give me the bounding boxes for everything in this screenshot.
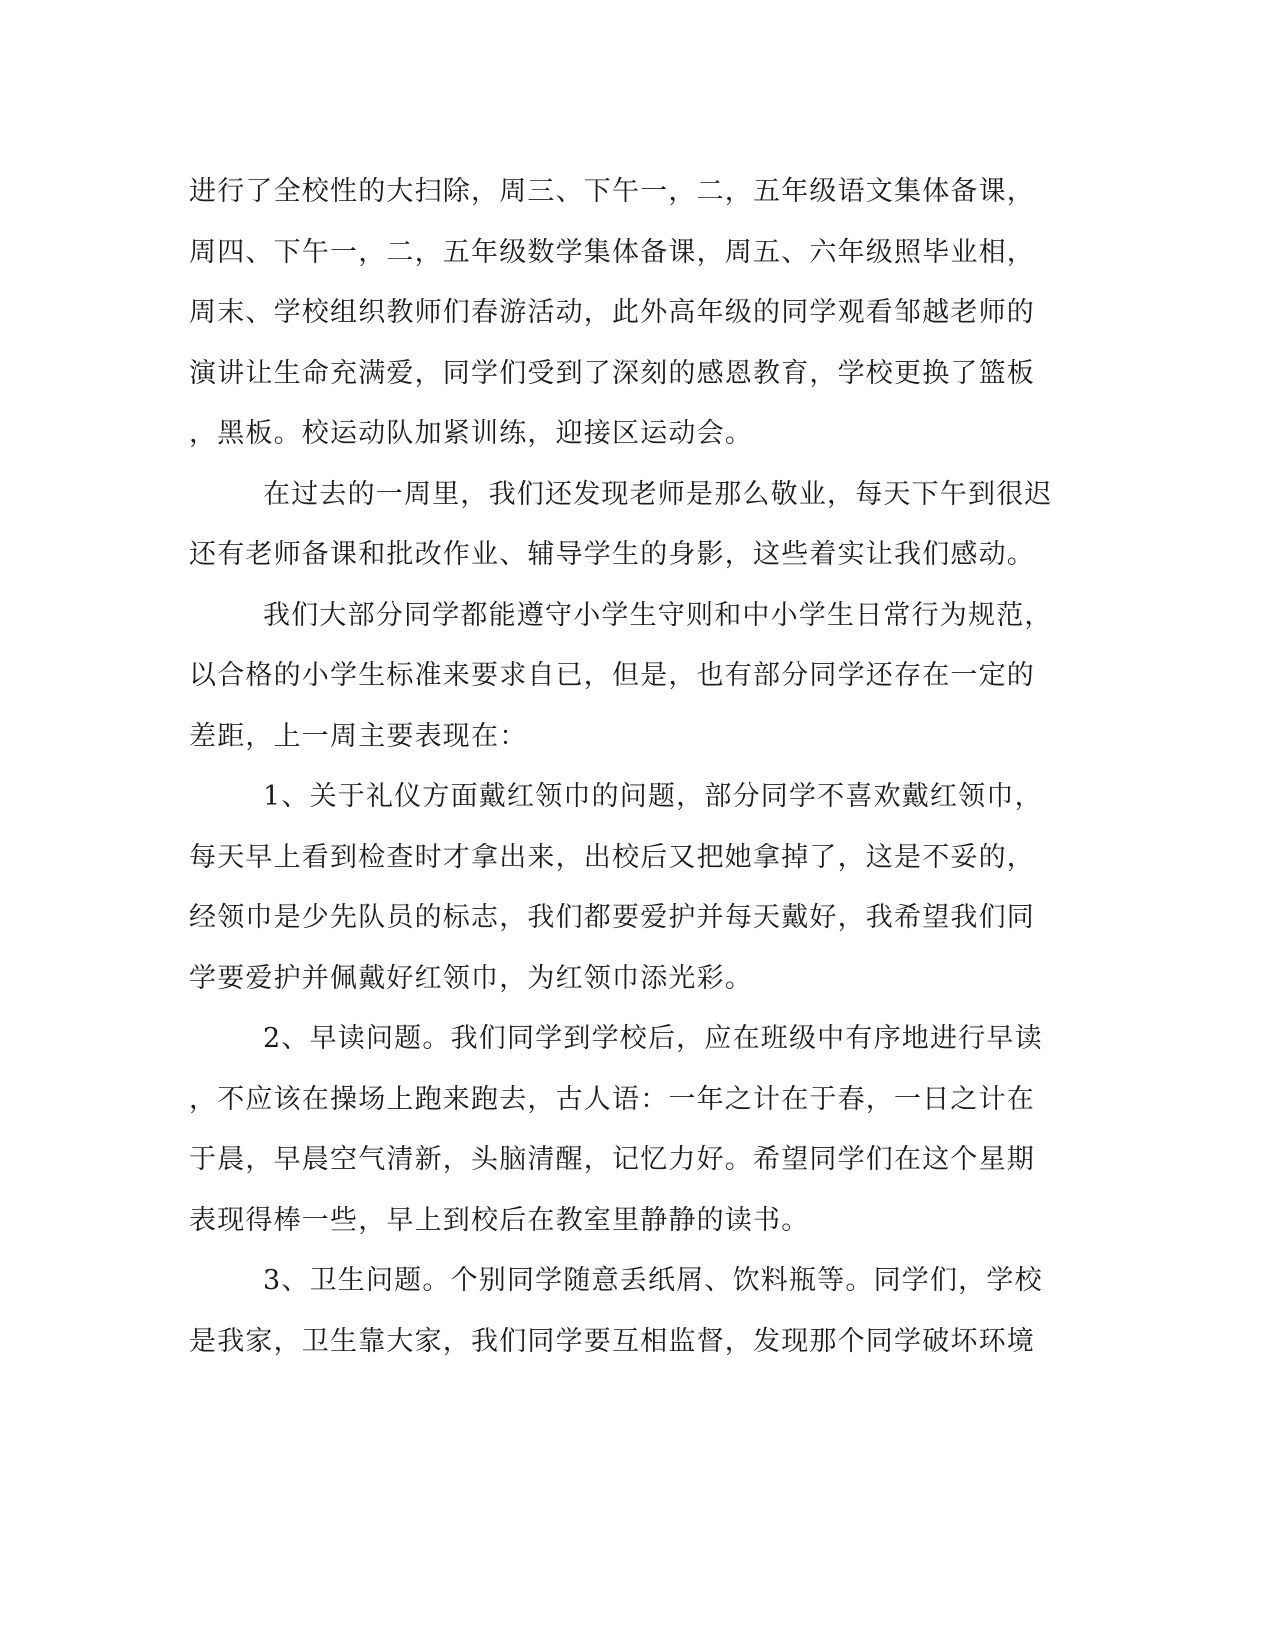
text-line: 表现得棒一些，早上到校后在教室里静静的读书。 [189, 1204, 810, 1236]
paragraph-first-line: 2、早读问题。我们同学到学校后，应在班级中有序地进行早读 [263, 1023, 1043, 1054]
document-body [189, 162, 1069, 1372]
paragraph-first-line: 1、关于礼仪方面戴红领巾的问题，部分同学不喜欢戴红领巾， [263, 781, 1043, 812]
paragraph-first-line: 我们大部分同学都能遵守小学生守则和中小学生日常行为规范， [263, 599, 1053, 631]
text-line: 演讲让生命充满爱，同学们受到了深刻的感恩教育，学校更换了篮板 [189, 357, 1035, 389]
text-line: ，不应该在操场上跑来跑去，古人语：一年之计在于春，一日之计在 [189, 1083, 1035, 1115]
paragraph-first-line: 3、卫生问题。个别同学随意丢纸屑、饮料瓶等。同学们，学校 [263, 1265, 1043, 1296]
text-line: 差距，上一周主要表现在： [189, 720, 528, 752]
text-line: 周四、下午一，二，五年级数学集体备课，周五、六年级照毕业相， [189, 236, 1035, 268]
text-line: ，黑板。校运动队加紧训练，迎接区运动会。 [189, 418, 753, 449]
text-line: 于晨，早晨空气清新，头脑清醒，记忆力好。希望同学们在这个星期 [189, 1144, 1035, 1175]
text-line: 每天早上看到检查时才拿出来，出校后又把她拿掉了，这是不妥的， [189, 841, 1035, 873]
text-line: 经领巾是少先队员的标志，我们都要爱护并每天戴好，我希望我们同 [189, 902, 1035, 933]
text-line: 还有老师备课和批改作业、辅导学生的身影，这些着实让我们感动。 [189, 539, 1035, 570]
text-line: 学要爱护并佩戴好红领巾，为红领巾添光彩。 [189, 962, 753, 994]
text-line: 以合格的小学生标准来要求自已，但是，也有部分同学还存在一定的 [189, 660, 1035, 691]
paragraph-first-line: 在过去的一周里，我们还发现老师是那么敬业，每天下午到很迟 [263, 478, 1053, 510]
text-line: 是我家，卫生靠大家，我们同学要互相监督，发现那个同学破坏环境 [189, 1325, 1035, 1357]
text-line: 进行了全校性的大扫除，周三、下午一，二，五年级语文集体备课， [189, 176, 1035, 207]
text-line: 周末、学校组织教师们春游活动，此外高年级的同学观看邹越老师的 [189, 297, 1035, 328]
